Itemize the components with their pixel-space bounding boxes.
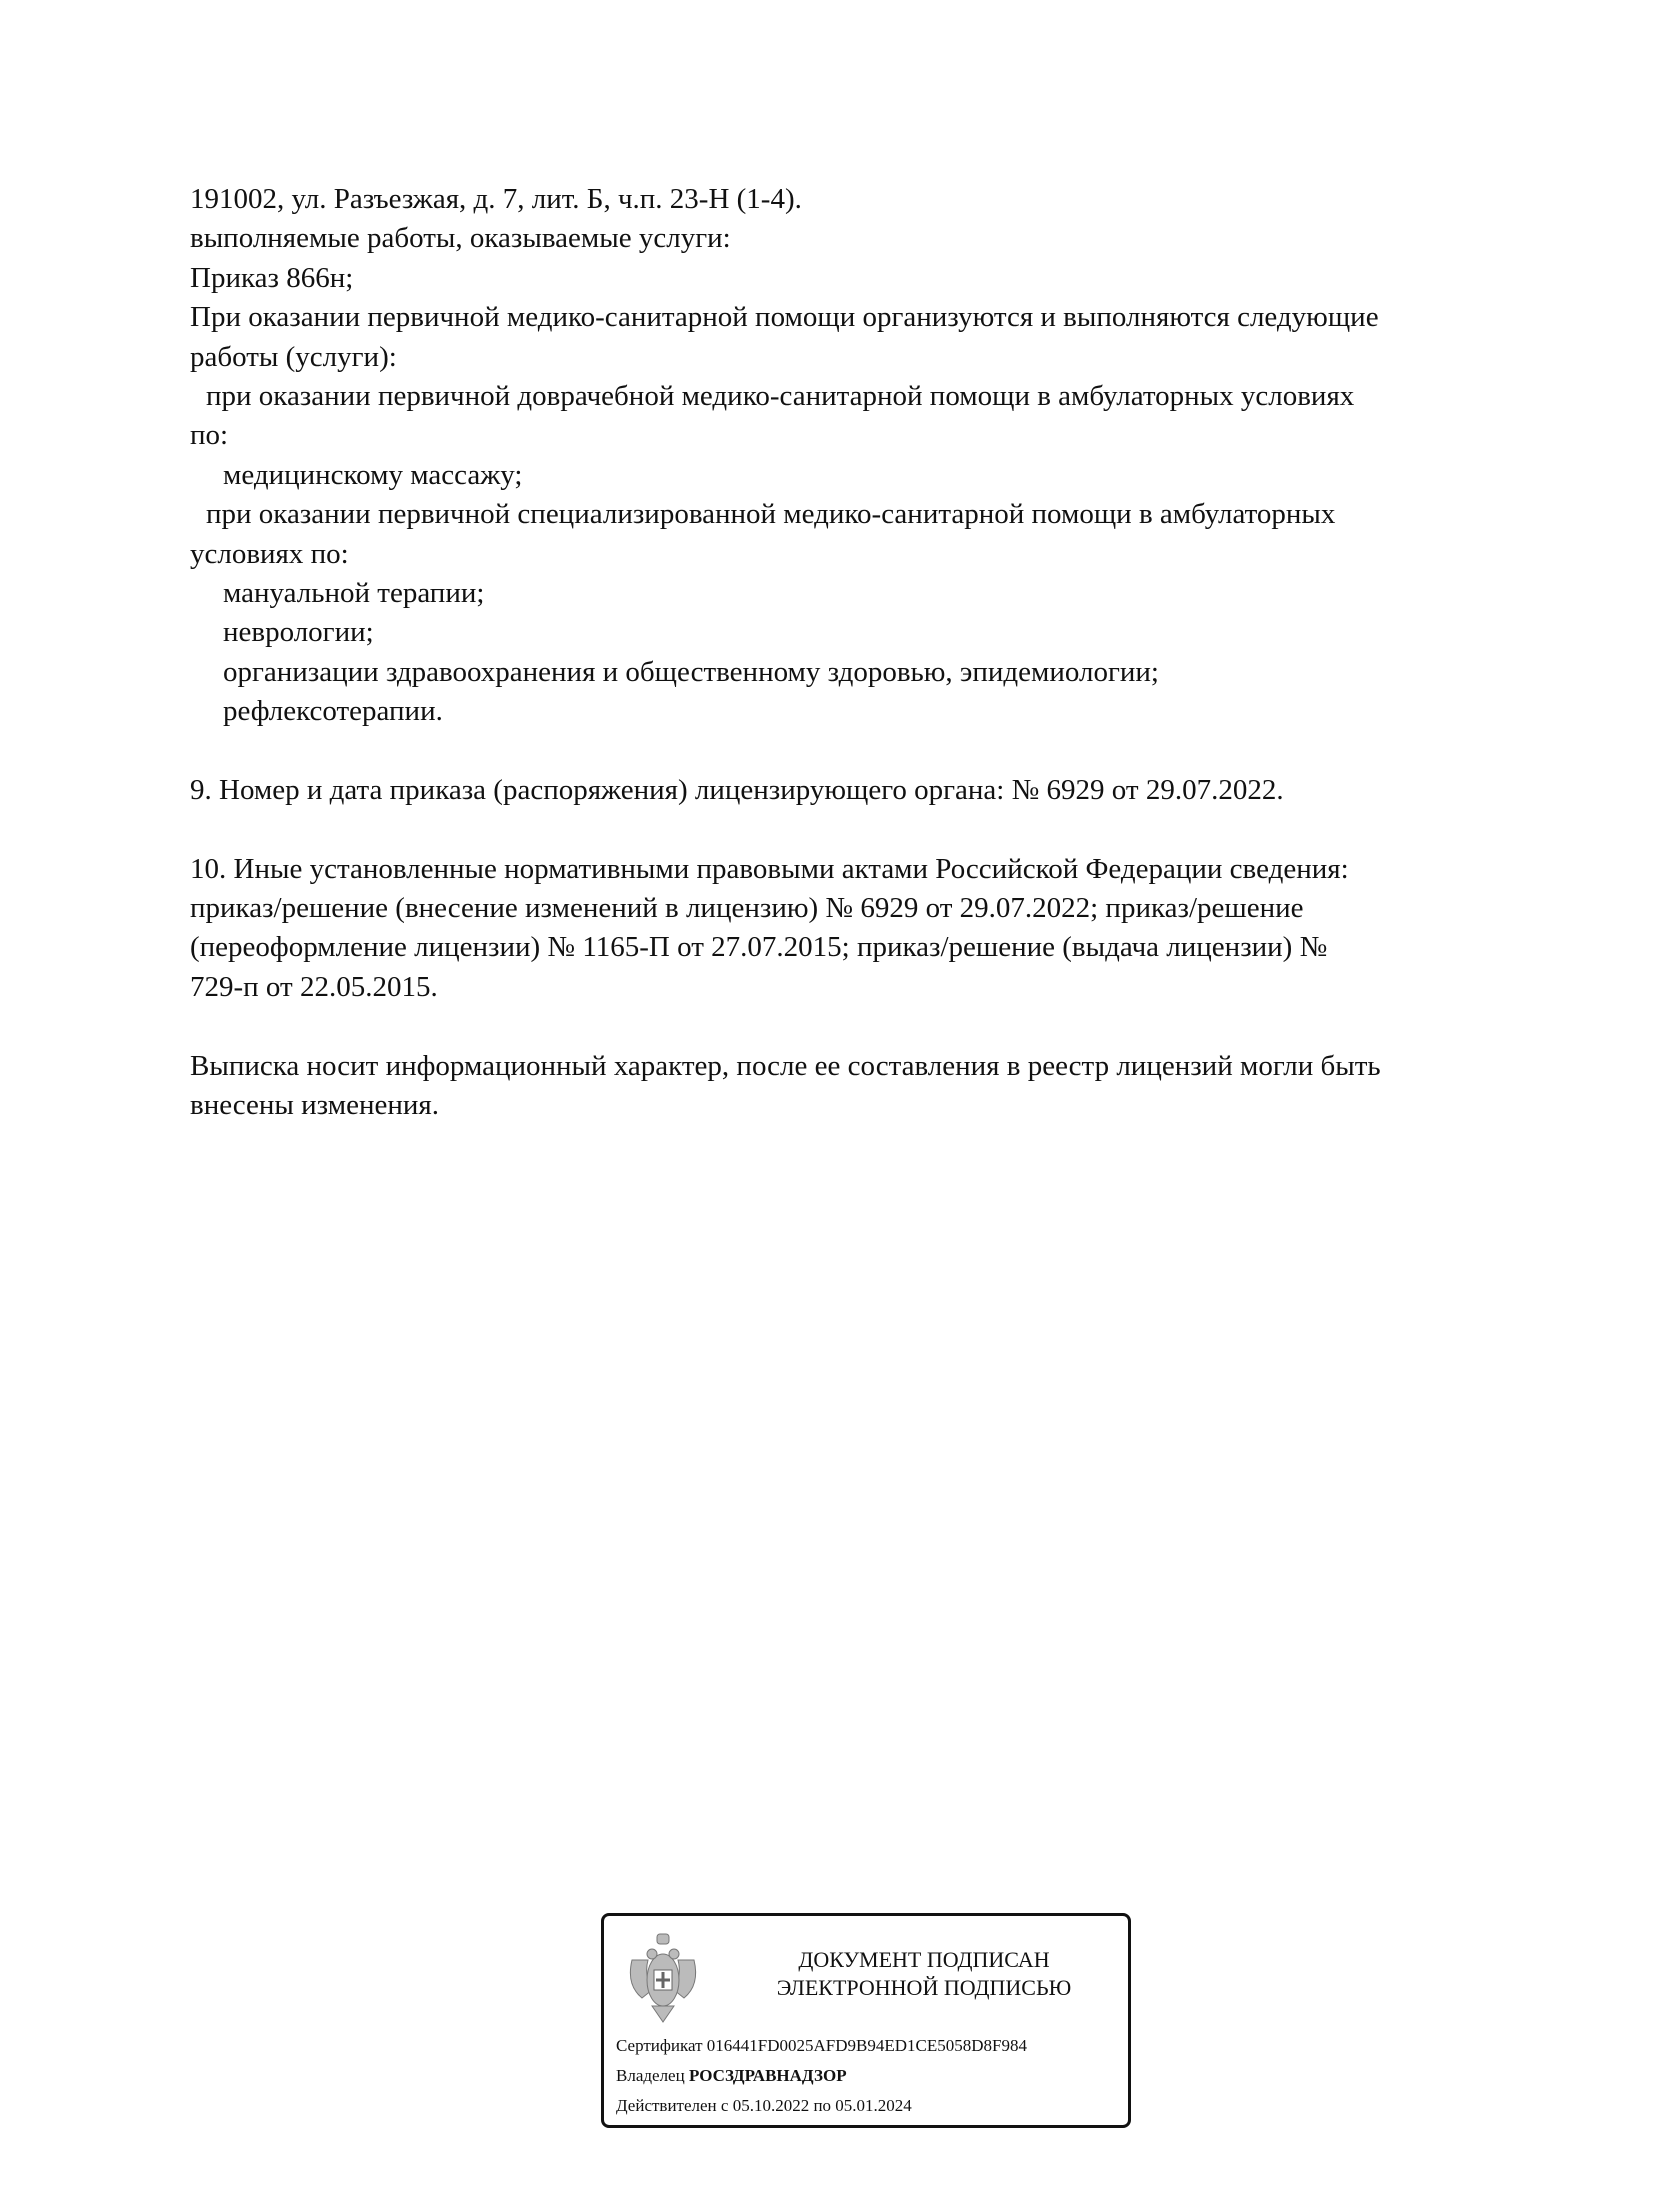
service-item: медицинскому массажу; <box>223 458 523 491</box>
service-item: рефлексотерапии. <box>223 695 443 728</box>
validity-line: Действителен с 05.10.2022 по 05.01.2024 <box>616 2096 912 2115</box>
service-item: организации здравоохранения и общественному здоровью, эпидемиологии; <box>223 655 1159 688</box>
certificate-label: Сертификат <box>616 2036 703 2055</box>
address-line: 191002, ул. Разъезжая, д. 7, лит. Б, ч.п. 23-Н (1-4). <box>190 183 802 215</box>
note-line: Выписка носит информационный характер, после ее составления в реестр лицензий могли быть <box>190 1049 1381 1082</box>
text-line: При оказании первичной медико-санитарной помощи организуются и выполняются следующие <box>190 301 1379 334</box>
item-10-line: (переоформление лицензии) № 1165-П от 27.07.2015; приказ/решение (выдача лицензии) № <box>190 931 1328 964</box>
stamp-title <box>724 1946 1124 2002</box>
owner-value: РОСЗДРАВНАДЗОР <box>688 2066 847 2085</box>
owner-line <box>616 2066 847 2086</box>
item-10-line: 729-п от 22.05.2015. <box>190 970 438 1003</box>
item-9: 9. Номер и дата приказа (распоряжения) лицензирующего органа: № 6929 от 29.07.2022. <box>190 773 1284 806</box>
text-line: условиях по: <box>190 537 349 570</box>
item-10-line: приказ/решение (внесение изменений в лицензию) № 6929 от 29.07.2022; приказ/решение <box>190 892 1304 925</box>
text-line: Приказ 866н; <box>190 261 354 294</box>
service-item: неврологии; <box>223 616 374 649</box>
note-line: внесены изменения. <box>190 1088 439 1121</box>
double-headed-eagle-emblem-icon <box>622 1930 704 2026</box>
document-body <box>190 180 1550 1125</box>
owner-label: Владелец <box>616 2066 685 2085</box>
certificate-value: 016441FD0025AFD9B94ED1CE5058D8F984 <box>706 2036 1027 2055</box>
text-line: по: <box>190 419 229 452</box>
text-line: при оказании первичной специализированной медико-санитарной помощи в амбулаторных <box>206 498 1336 531</box>
item-10-line: 10. Иные установленные нормативными правовыми актами Российской Федерации сведения: <box>190 852 1349 885</box>
service-item: мануальной терапии; <box>223 576 485 609</box>
text-line: при оказании первичной доврачебной медико-санитарной помощи в амбулаторных условиях <box>206 379 1355 412</box>
electronic-signature-stamp <box>601 1913 1131 2128</box>
certificate-line <box>616 2036 1027 2056</box>
stamp-title-line: ДОКУМЕНТ ПОДПИСАН <box>798 1947 1050 1972</box>
text-line: выполняемые работы, оказываемые услуги: <box>190 222 731 255</box>
text-line: работы (услуги): <box>190 340 397 373</box>
stamp-title-line: ЭЛЕКТРОННОЙ ПОДПИСЬЮ <box>776 1975 1072 2000</box>
